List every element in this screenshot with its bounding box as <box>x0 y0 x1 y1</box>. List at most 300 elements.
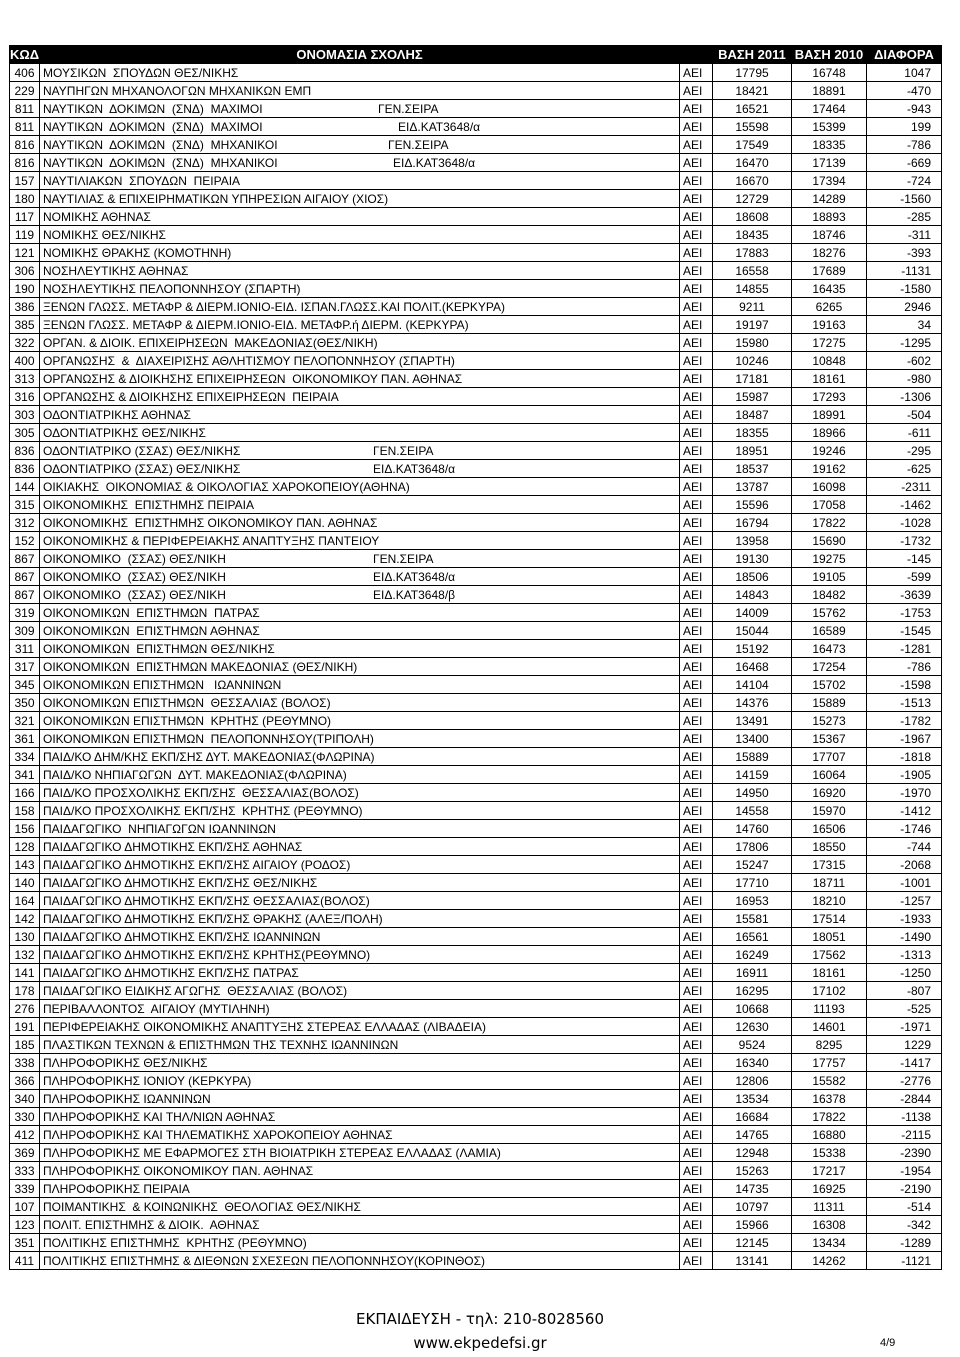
cell-base-2011: 18421 <box>713 82 792 100</box>
cell-diff: -1970 <box>867 784 942 802</box>
table-row <box>10 910 942 928</box>
school-category: ΕΙΔ.ΚΑΤ3648/α <box>373 569 456 584</box>
table-row <box>10 1108 942 1126</box>
cell-name <box>40 1036 680 1054</box>
cell-name <box>40 478 680 496</box>
cell-base-2010: 17102 <box>792 982 867 1000</box>
cell-type: ΑΕΙ <box>680 982 713 1000</box>
cell-base-2011: 15044 <box>713 622 792 640</box>
cell-base-2010: 6265 <box>792 298 867 316</box>
school-name: ΟΙΚΟΝΟΜΙΚΩΝ ΕΠΙΣΤΗΜΩΝ ΘΕΣ/ΝΙΚΗΣ <box>43 641 275 656</box>
table-row <box>10 82 942 100</box>
school-name: ΟΙΚΟΝΟΜΙΚΗΣ ΕΠΙΣΤΗΜΗΣ ΟΙΚΟΝΟΜΙΚΟΥ ΠΑΝ. ΑΘΗΝΑΣ <box>43 515 378 530</box>
table-row <box>10 856 942 874</box>
header-diff: ΔΙΑΦΟΡΑ <box>867 46 942 64</box>
cell-base-2010: 18991 <box>792 406 867 424</box>
cell-diff: -786 <box>867 658 942 676</box>
school-name: ΟΡΓΑΝ. & ΔΙΟΙΚ. ΕΠΙΧΕΙΡΗΣΕΩΝ ΜΑΚΕΔΟΝΙΑΣ(ΘΕΣ/ΝΙΚΗ) <box>43 335 378 350</box>
table-row <box>10 748 942 766</box>
school-name: ΝΑΥΠΗΓΩΝ ΜΗΧΑΝΟΛΟΓΩΝ ΜΗΧΑΝΙΚΩΝ ΕΜΠ <box>43 83 312 98</box>
cell-name <box>40 892 680 910</box>
cell-code: 411 <box>10 1252 40 1270</box>
school-name: ΠΟΙΜΑΝΤΙΚΗΣ & ΚΟΙΝΩΝΙΚΗΣ ΘΕΟΛΟΓΙΑΣ ΘΕΣ/ΝΙΚΗΣ <box>43 1199 361 1214</box>
school-name: ΠΟΛΙΤΙΚΗΣ ΕΠΙΣΤΗΜΗΣ & ΔΙΕΘΝΩΝ ΣΧΕΣΕΩΝ ΠΕΛΟΠΟΝΝΗΣΟΥ(ΚΟΡΙΝΘΟΣ) <box>43 1253 486 1268</box>
cell-base-2010: 14289 <box>792 190 867 208</box>
cell-code: 339 <box>10 1180 40 1198</box>
table-row <box>10 244 942 262</box>
cell-name <box>40 64 680 82</box>
cell-code: 317 <box>10 658 40 676</box>
cell-diff: 1047 <box>867 64 942 82</box>
cell-type: ΑΕΙ <box>680 244 713 262</box>
cell-base-2010: 15762 <box>792 604 867 622</box>
cell-name <box>40 370 680 388</box>
cell-base-2010: 16880 <box>792 1126 867 1144</box>
table-row <box>10 1126 942 1144</box>
cell-code: 123 <box>10 1216 40 1234</box>
cell-type: ΑΕΙ <box>680 676 713 694</box>
cell-diff: -1746 <box>867 820 942 838</box>
cell-name <box>40 280 680 298</box>
cell-type: ΑΕΙ <box>680 658 713 676</box>
cell-name <box>40 496 680 514</box>
page-number: 4/9 <box>880 1337 896 1349</box>
cell-code: 333 <box>10 1162 40 1180</box>
cell-name <box>40 766 680 784</box>
school-name: ΠΛΗΡΟΦΟΡΙΚΗΣ ΙΟΝΙΟΥ (ΚΕΡΚΥΡΑ) <box>43 1073 252 1088</box>
cell-diff: -1281 <box>867 640 942 658</box>
cell-base-2010: 15970 <box>792 802 867 820</box>
school-name: ΠΛΗΡΟΦΟΡΙΚΗΣ ΚΑΙ ΤΗΛΕΜΑΤΙΚΗΣ ΧΑΡΟΚΟΠΕΙΟΥ ΑΘΗΝΑΣ <box>43 1127 393 1142</box>
cell-type: ΑΕΙ <box>680 1144 713 1162</box>
cell-base-2011: 13534 <box>713 1090 792 1108</box>
table-row <box>10 892 942 910</box>
cell-diff: -1933 <box>867 910 942 928</box>
school-name: ΟΔΟΝΤΙΑΤΡΙΚΗΣ ΑΘΗΝΑΣ <box>43 407 191 422</box>
cell-diff: -1295 <box>867 334 942 352</box>
cell-base-2010: 18482 <box>792 586 867 604</box>
title-line-2: ΣΕ ΑΥΞΟΥΣΑ ΑΛΦΑΒΗΤΙΚΗ ΣΕΙΡΑ (ΑΕΙ - ΤΕΙ) <box>318 23 642 41</box>
cell-code: 340 <box>10 1090 40 1108</box>
cell-name <box>40 1198 680 1216</box>
cell-base-2010: 17139 <box>792 154 867 172</box>
cell-name <box>40 676 680 694</box>
school-category: ΓΕΝ.ΣΕΙΡΑ <box>373 551 434 566</box>
cell-code: 117 <box>10 208 40 226</box>
cell-code: 322 <box>10 334 40 352</box>
school-name: ΠΑΙΔΑΓΩΓΙΚΟ ΕΙΔΙΚΗΣ ΑΓΩΓΗΣ ΘΕΣΣΑΛΙΑΣ (ΒΟΛΟΣ) <box>43 983 348 998</box>
school-name: ΠΑΙΔΑΓΩΓΙΚΟ ΔΗΜΟΤΙΚΗΣ ΕΚΠ/ΣΗΣ ΑΙΓΑΙΟΥ (ΡΟΔΟΣ) <box>43 857 351 872</box>
header-code: ΚΩΔ <box>10 47 40 62</box>
cell-name <box>40 442 680 460</box>
cell-code: 341 <box>10 766 40 784</box>
school-name: ΠΕΡΙΒΑΛΛΟΝΤΟΣ ΑΙΓΑΙΟΥ (ΜΥΤΙΛΗΝΗ) <box>43 1001 270 1016</box>
cell-diff: -943 <box>867 100 942 118</box>
school-name: ΠΕΡΙΦΕΡΕΙΑΚΗΣ ΟΙΚΟΝΟΜΙΚΗΣ ΑΝΑΠΤΥΞΗΣ ΣΤΕΡΕΑΣ ΕΛΛΑΔΑΣ (ΛΙΒΑΔΕΙΑ) <box>43 1019 487 1034</box>
cell-type: ΑΕΙ <box>680 820 713 838</box>
results-table <box>9 45 942 1270</box>
cell-diff: -786 <box>867 136 942 154</box>
table-row <box>10 406 942 424</box>
cell-name <box>40 820 680 838</box>
cell-base-2011: 15598 <box>713 118 792 136</box>
cell-name <box>40 154 680 172</box>
cell-base-2011: 13400 <box>713 730 792 748</box>
cell-type: ΑΕΙ <box>680 1162 713 1180</box>
cell-base-2011: 16558 <box>713 262 792 280</box>
school-name: ΠΑΙΔΑΓΩΓΙΚΟ ΔΗΜΟΤΙΚΗΣ ΕΚΠ/ΣΗΣ ΙΩΑΝΝΙΝΩΝ <box>43 929 321 944</box>
cell-base-2010: 17275 <box>792 334 867 352</box>
cell-diff: -611 <box>867 424 942 442</box>
cell-name <box>40 946 680 964</box>
school-name: ΟΙΚΟΝΟΜΙΚΟ (ΣΣΑΣ) ΘΕΣ/ΝΙΚΗ <box>43 551 226 566</box>
cell-type: ΑΕΙ <box>680 874 713 892</box>
table-row <box>10 640 942 658</box>
cell-type: ΑΕΙ <box>680 334 713 352</box>
cell-code: 351 <box>10 1234 40 1252</box>
cell-name <box>40 1144 680 1162</box>
cell-name <box>40 568 680 586</box>
cell-name <box>40 388 680 406</box>
cell-diff: -514 <box>867 1198 942 1216</box>
cell-type: ΑΕΙ <box>680 1054 713 1072</box>
cell-diff: -1905 <box>867 766 942 784</box>
school-name: ΜΟΥΣΙΚΩΝ ΣΠΟΥΔΩΝ ΘΕΣ/ΝΙΚΗΣ <box>43 65 239 80</box>
cell-name <box>40 406 680 424</box>
school-name: ΟΔΟΝΤΙΑΤΡΙΚΗΣ ΘΕΣ/ΝΙΚΗΣ <box>43 425 206 440</box>
cell-code: 321 <box>10 712 40 730</box>
cell-code: 369 <box>10 1144 40 1162</box>
school-name: ΟΙΚΟΝΟΜΙΚΩΝ ΕΠΙΣΤΗΜΩΝ ΙΩΑΝΝΙΝΩΝ <box>43 677 282 692</box>
school-name: ΠΑΙΔΑΓΩΓΙΚΟ ΔΗΜΟΤΙΚΗΣ ΕΚΠ/ΣΗΣ ΑΘΗΝΑΣ <box>43 839 303 854</box>
school-name: ΝΟΣΗΛΕΥΤΙΚΗΣ ΠΕΛΟΠΟΝΝΗΣΟΥ (ΣΠΑΡΤΗ) <box>43 281 301 296</box>
cell-type: ΑΕΙ <box>680 1234 713 1252</box>
table-row <box>10 784 942 802</box>
cell-base-2010: 17822 <box>792 1108 867 1126</box>
cell-code: 836 <box>10 442 40 460</box>
cell-base-2010: 16589 <box>792 622 867 640</box>
cell-base-2011: 17883 <box>713 244 792 262</box>
table-row <box>10 1072 942 1090</box>
cell-code: 140 <box>10 874 40 892</box>
cell-base-2010: 15399 <box>792 118 867 136</box>
cell-base-2011: 16521 <box>713 100 792 118</box>
cell-name <box>40 514 680 532</box>
cell-base-2010: 18161 <box>792 370 867 388</box>
cell-name <box>40 424 680 442</box>
cell-type: ΑΕΙ <box>680 1198 713 1216</box>
school-name: ΠΑΙΔΑΓΩΓΙΚΟ ΔΗΜΟΤΙΚΗΣ ΕΚΠ/ΣΗΣ ΘΡΑΚΗΣ (ΑΛΕΞ/ΠΟΛΗ) <box>43 911 383 926</box>
cell-code: 385 <box>10 316 40 334</box>
cell-code: 366 <box>10 1072 40 1090</box>
cell-code: 811 <box>10 118 40 136</box>
table-row <box>10 820 942 838</box>
cell-code: 121 <box>10 244 40 262</box>
cell-base-2011: 14843 <box>713 586 792 604</box>
cell-type: ΑΕΙ <box>680 1216 713 1234</box>
cell-type: ΑΕΙ <box>680 568 713 586</box>
cell-base-2011: 15596 <box>713 496 792 514</box>
school-name: ΠΑΙΔΑΓΩΓΙΚΟ ΝΗΠΙΑΓΩΓΩΝ ΙΩΑΝΝΙΝΩΝ <box>43 821 276 836</box>
cell-code: 312 <box>10 514 40 532</box>
school-name: ΟΙΚΙΑΚΗΣ ΟΙΚΟΝΟΜΙΑΣ & ΟΙΚΟΛΟΓΙΑΣ ΧΑΡΟΚΟΠΕΙΟΥ(ΑΘΗΝΑ) <box>43 479 410 494</box>
cell-code: 400 <box>10 352 40 370</box>
table-row <box>10 712 942 730</box>
table-row <box>10 496 942 514</box>
school-name: ΠΑΙΔΑΓΩΓΙΚΟ ΔΗΜΟΤΙΚΗΣ ΕΚΠ/ΣΗΣ ΠΑΤΡΑΣ <box>43 965 299 980</box>
cell-diff: -625 <box>867 460 942 478</box>
school-name: ΠΑΙΔ/ΚΟ ΔΗΜ/ΚΗΣ ΕΚΠ/ΣΗΣ ΔΥΤ. ΜΑΚΕΔΟΝΙΑΣ(ΦΛΩΡΙΝΑ) <box>43 749 375 764</box>
table-row <box>10 172 942 190</box>
cell-name <box>40 1234 680 1252</box>
table-row <box>10 1234 942 1252</box>
cell-type: ΑΕΙ <box>680 460 713 478</box>
cell-code: 315 <box>10 496 40 514</box>
cell-code: 313 <box>10 370 40 388</box>
cell-base-2011: 18951 <box>713 442 792 460</box>
table-row <box>10 1198 942 1216</box>
cell-name <box>40 784 680 802</box>
cell-diff: -504 <box>867 406 942 424</box>
cell-type: ΑΕΙ <box>680 1108 713 1126</box>
cell-diff: -1545 <box>867 622 942 640</box>
cell-type: ΑΕΙ <box>680 1000 713 1018</box>
cell-name <box>40 334 680 352</box>
cell-code: 190 <box>10 280 40 298</box>
cell-diff: -311 <box>867 226 942 244</box>
cell-type: ΑΕΙ <box>680 784 713 802</box>
cell-code: 152 <box>10 532 40 550</box>
cell-base-2010: 17293 <box>792 388 867 406</box>
cell-diff: -724 <box>867 172 942 190</box>
cell-type: ΑΕΙ <box>680 946 713 964</box>
cell-name <box>40 910 680 928</box>
cell-diff: -1001 <box>867 874 942 892</box>
table-row <box>10 118 942 136</box>
table-row <box>10 658 942 676</box>
cell-base-2010: 17562 <box>792 946 867 964</box>
cell-code: 191 <box>10 1018 40 1036</box>
cell-code: 330 <box>10 1108 40 1126</box>
cell-diff: -2311 <box>867 478 942 496</box>
cell-name <box>40 1072 680 1090</box>
table-row <box>10 388 942 406</box>
school-name: ΝΑΥΤΙΚΩΝ ΔΟΚΙΜΩΝ (ΣΝΔ) ΜΑΧΙΜΟΙ <box>43 101 263 116</box>
cell-base-2010: 18746 <box>792 226 867 244</box>
school-name: ΠΛΗΡΟΦΟΡΙΚΗΣ ΘΕΣ/ΝΙΚΗΣ <box>43 1055 208 1070</box>
school-category: ΕΙΔ.ΚΑΤ3648/α <box>393 155 476 170</box>
table-row <box>10 550 942 568</box>
table-body <box>10 64 942 1270</box>
cell-diff: -1967 <box>867 730 942 748</box>
cell-diff: -1462 <box>867 496 942 514</box>
cell-name <box>40 874 680 892</box>
table-row <box>10 100 942 118</box>
school-name: ΝΑΥΤΙΚΩΝ ΔΟΚΙΜΩΝ (ΣΝΔ) ΜΗΧΑΝΙΚΟΙ <box>43 155 278 170</box>
cell-diff: -1138 <box>867 1108 942 1126</box>
cell-diff: -1598 <box>867 676 942 694</box>
school-name: ΞΕΝΩΝ ΓΛΩΣΣ. ΜΕΤΑΦΡ & ΔΙΕΡΜ.ΙΟΝΙΟ-ΕΙΔ. ΜΕΤΑΦΡ.ή ΔΙΕΡΜ. (ΚΕΡΚΥΡΑ) <box>43 317 469 332</box>
school-category: ΕΙΔ.ΚΑΤ3648/α <box>373 461 456 476</box>
school-name: ΟΔΟΝΤΙΑΤΡΙΚΟ (ΣΣΑΣ) ΘΕΣ/ΝΙΚΗΣ <box>43 461 241 476</box>
cell-type: ΑΕΙ <box>680 352 713 370</box>
cell-type: ΑΕΙ <box>680 910 713 928</box>
cell-base-2011: 15263 <box>713 1162 792 1180</box>
school-name: ΝΟΣΗΛΕΥΤΙΚΗΣ ΑΘΗΝΑΣ <box>43 263 189 278</box>
school-name: ΟΡΓΑΝΩΣΗΣ & ΔΙΑΧΕΙΡΙΣΗΣ ΑΘΛΗΤΙΣΜΟΥ ΠΕΛΟΠΟΝΝΗΣΟΥ (ΣΠΑΡΤΗ) <box>43 353 455 368</box>
cell-diff: -285 <box>867 208 942 226</box>
cell-diff: -1412 <box>867 802 942 820</box>
cell-type: ΑΕΙ <box>680 532 713 550</box>
cell-base-2011: 16794 <box>713 514 792 532</box>
cell-type: ΑΕΙ <box>680 442 713 460</box>
table-row <box>10 604 942 622</box>
cell-base-2011: 16670 <box>713 172 792 190</box>
cell-name <box>40 838 680 856</box>
cell-name <box>40 586 680 604</box>
cell-name <box>40 1252 680 1270</box>
footer-contact: ΕΚΠΑΙΔΕΥΣΗ - τηλ: 210-8028560 <box>356 1310 604 1328</box>
cell-base-2010: 15367 <box>792 730 867 748</box>
cell-name <box>40 748 680 766</box>
table-row <box>10 1090 942 1108</box>
header-name: ΟΝΟΜΑΣΙΑ ΣΧΟΛΗΣ <box>40 46 680 64</box>
cell-base-2010: 16098 <box>792 478 867 496</box>
table-row <box>10 730 942 748</box>
cell-diff: -1782 <box>867 712 942 730</box>
cell-diff: -2190 <box>867 1180 942 1198</box>
cell-name <box>40 640 680 658</box>
table-row <box>10 208 942 226</box>
table-row <box>10 838 942 856</box>
cell-type: ΑΕΙ <box>680 694 713 712</box>
cell-type: ΑΕΙ <box>680 1252 713 1270</box>
cell-diff: -1818 <box>867 748 942 766</box>
cell-type: ΑΕΙ <box>680 226 713 244</box>
cell-diff: 1229 <box>867 1036 942 1054</box>
cell-base-2011: 16340 <box>713 1054 792 1072</box>
page-header <box>0 0 960 45</box>
school-name: ΟΙΚΟΝΟΜΙΚΩΝ ΕΠΙΣΤΗΜΩΝ ΠΕΛΟΠΟΝΝΗΣΟΥ(ΤΡΙΠΟΛΗ) <box>43 731 374 746</box>
cell-diff: -1971 <box>867 1018 942 1036</box>
cell-base-2010: 19162 <box>792 460 867 478</box>
cell-type: ΑΕΙ <box>680 748 713 766</box>
cell-base-2010: 16473 <box>792 640 867 658</box>
school-name: ΠΑΙΔ/ΚΟ ΠΡΟΣΧΟΛΙΚΗΣ ΕΚΠ/ΣΗΣ ΚΡΗΤΗΣ (ΡΕΘΥΜΝΟ) <box>43 803 363 818</box>
school-name: ΠΛΗΡΟΦΟΡΙΚΗΣ ΠΕΙΡΑΙΑ <box>43 1181 190 1196</box>
cell-diff: -1313 <box>867 946 942 964</box>
footer-website: www.ekpedefsi.gr <box>413 1334 547 1352</box>
cell-base-2010: 17464 <box>792 100 867 118</box>
cell-diff: -744 <box>867 838 942 856</box>
school-category: ΓΕΝ.ΣΕΙΡΑ <box>378 101 439 116</box>
table-row <box>10 622 942 640</box>
cell-code: 156 <box>10 820 40 838</box>
cell-base-2011: 10668 <box>713 1000 792 1018</box>
cell-base-2010: 18335 <box>792 136 867 154</box>
cell-base-2010: 17217 <box>792 1162 867 1180</box>
cell-diff: -2068 <box>867 856 942 874</box>
cell-type: ΑΕΙ <box>680 154 713 172</box>
cell-base-2011: 10246 <box>713 352 792 370</box>
cell-type: ΑΕΙ <box>680 1072 713 1090</box>
cell-base-2011: 18506 <box>713 568 792 586</box>
school-name: ΞΕΝΩΝ ΓΛΩΣΣ. ΜΕΤΑΦΡ & ΔΙΕΡΜ.ΙΟΝΙΟ-ΕΙΔ. ΙΣΠΑΝ.ΓΛΩΣΣ.ΚΑΙ ΠΟΛΙΤ.(ΚΕΡΚΥΡΑ) <box>43 299 505 314</box>
table-row <box>10 766 942 784</box>
cell-code: 130 <box>10 928 40 946</box>
cell-base-2010: 17254 <box>792 658 867 676</box>
cell-base-2010: 17822 <box>792 514 867 532</box>
cell-code: 276 <box>10 1000 40 1018</box>
cell-code: 338 <box>10 1054 40 1072</box>
cell-diff: -295 <box>867 442 942 460</box>
cell-base-2011: 18608 <box>713 208 792 226</box>
school-name: ΝΑΥΤΙΛΙΑΚΩΝ ΣΠΟΥΔΩΝ ΠΕΙΡΑΙΑ <box>43 173 241 188</box>
cell-diff: -1250 <box>867 964 942 982</box>
cell-code: 867 <box>10 550 40 568</box>
cell-base-2011: 18487 <box>713 406 792 424</box>
school-name: ΝΑΥΤΙΛΙΑΣ & ΕΠΙΧΕΙΡΗΜΑΤΙΚΩΝ ΥΠΗΡΕΣΙΩΝ ΑΙΓΑΙΟΥ (ΧΙΟΣ) <box>43 191 389 206</box>
school-name: ΠΛΗΡΟΦΟΡΙΚΗΣ ΜΕ ΕΦΑΡΜΟΓΕΣ ΣΤΗ ΒΙΟΙΑΤΡΙΚΗ ΣΤΕΡΕΑΣ ΕΛΛΑΔΑΣ (ΛΑΜΙΑ) <box>43 1145 501 1160</box>
header-base-2010: ΒΑΣΗ 2010 <box>792 46 867 64</box>
cell-code: 836 <box>10 460 40 478</box>
cell-diff: -1753 <box>867 604 942 622</box>
table-row <box>10 946 942 964</box>
cell-base-2011: 15581 <box>713 910 792 928</box>
cell-diff: -525 <box>867 1000 942 1018</box>
cell-base-2011: 13491 <box>713 712 792 730</box>
header-base-2011: ΒΑΣΗ 2011 <box>713 46 792 64</box>
cell-code: 166 <box>10 784 40 802</box>
cell-base-2010: 19275 <box>792 550 867 568</box>
cell-base-2011: 15889 <box>713 748 792 766</box>
cell-type: ΑΕΙ <box>680 892 713 910</box>
cell-type: ΑΕΙ <box>680 712 713 730</box>
table-row <box>10 424 942 442</box>
cell-base-2010: 18051 <box>792 928 867 946</box>
cell-code: 132 <box>10 946 40 964</box>
cell-code: 305 <box>10 424 40 442</box>
cell-code: 406 <box>10 64 40 82</box>
cell-base-2010: 11193 <box>792 1000 867 1018</box>
cell-code: 867 <box>10 586 40 604</box>
cell-type: ΑΕΙ <box>680 1018 713 1036</box>
table-row <box>10 586 942 604</box>
cell-base-2011: 17710 <box>713 874 792 892</box>
cell-diff: -1732 <box>867 532 942 550</box>
cell-type: ΑΕΙ <box>680 172 713 190</box>
cell-diff: -599 <box>867 568 942 586</box>
cell-code: 144 <box>10 478 40 496</box>
cell-name <box>40 964 680 982</box>
cell-base-2010: 11311 <box>792 1198 867 1216</box>
cell-code: 306 <box>10 262 40 280</box>
cell-diff: -602 <box>867 352 942 370</box>
cell-diff: -1257 <box>867 892 942 910</box>
cell-type: ΑΕΙ <box>680 928 713 946</box>
school-name: ΠΛΗΡΟΦΟΡΙΚΗΣ ΚΑΙ ΤΗΛ/ΝΙΩΝ ΑΘΗΝΑΣ <box>43 1109 276 1124</box>
cell-base-2011: 9524 <box>713 1036 792 1054</box>
cell-base-2010: 19163 <box>792 316 867 334</box>
cell-base-2011: 9211 <box>713 298 792 316</box>
cell-type: ΑΕΙ <box>680 388 713 406</box>
cell-type: ΑΕΙ <box>680 262 713 280</box>
cell-code: 334 <box>10 748 40 766</box>
school-category: ΓΕΝ.ΣΕΙΡΑ <box>373 443 434 458</box>
cell-name <box>40 1018 680 1036</box>
cell-code: 316 <box>10 388 40 406</box>
cell-type: ΑΕΙ <box>680 1126 713 1144</box>
